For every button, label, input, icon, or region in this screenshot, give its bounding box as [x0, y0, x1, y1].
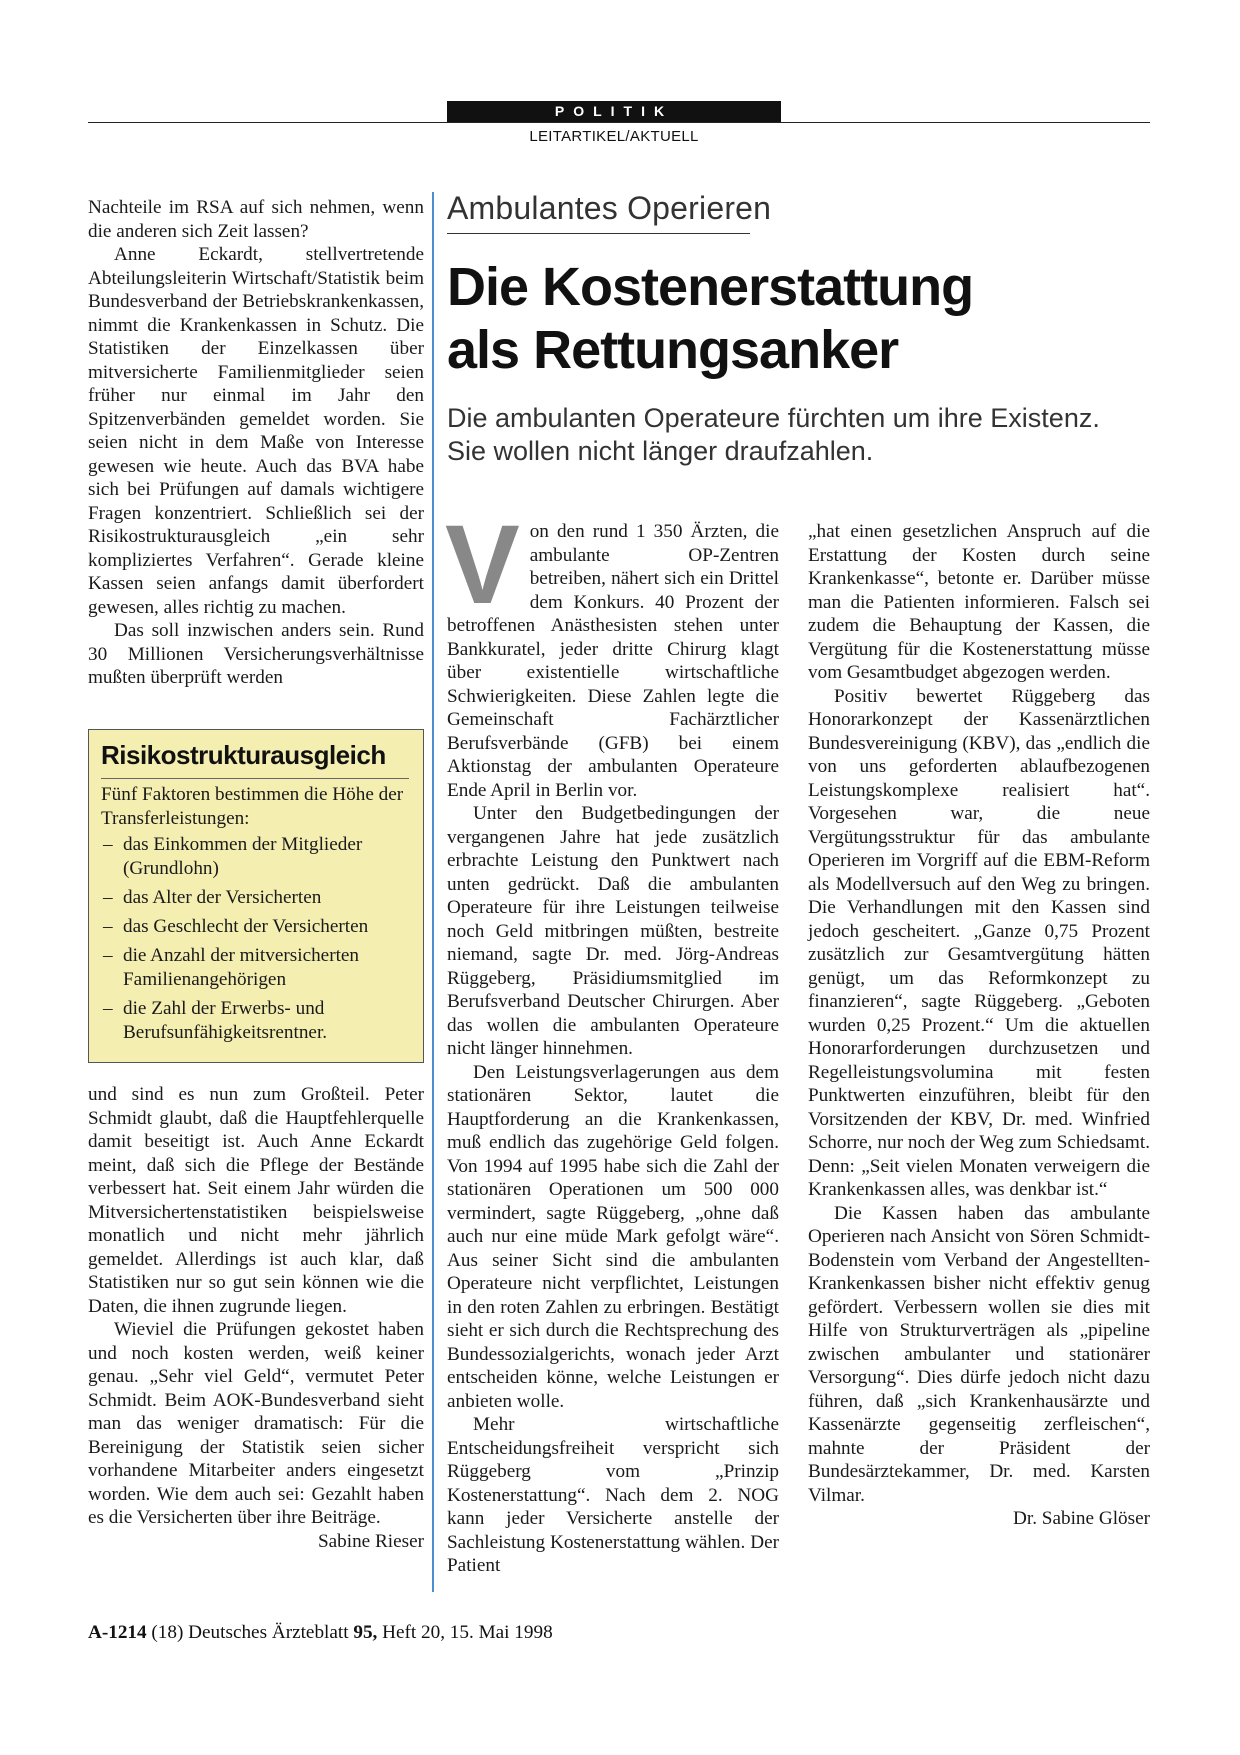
- footer-text: (18) Deutsches Ärzteblatt: [151, 1622, 349, 1643]
- column-divider: [432, 192, 434, 1592]
- section-label: POLITIK: [447, 101, 781, 122]
- lead-paragraph: [445, 502, 779, 802]
- paragraph: Den Leistungsverlagerungen aus dem stationären Sektor, lautet die Hauptforderung an die Krankenkassen, muß endlich das zugehörige Geld folgen. Von 1994 auf 1995 habe sich die Zahl der stationären Operationen um 500 000 vermindert, sagte Rüggeberg, „ohne daß auch nur eine müde Mark gefolgt wäre“. Aus seiner Sicht sind die ambulanten Operateure nicht verpflichtet, Leistungen in den roten Zahlen zu erbringen. Bestätigt sieht er sich durch die Rechtsprechung des Bundessozialgerichts, wonach jeder Arzt entscheiden könne, welche Leistungen er anbieten wolle.: [447, 1061, 779, 1412]
- article-column-1: [445, 502, 779, 1578]
- left-column-top: [88, 196, 424, 690]
- infobox: [88, 729, 424, 1063]
- infobox-rule: [101, 778, 409, 779]
- paragraph: und sind es nun zum Großteil. Peter Schmidt glaubt, daß die Hauptfehlerquelle damit beseitigt ist. Auch Anne Eckardt meint, daß sich die Pflege der Bestände verbessert hat. Seit einem Jahr würden die Mitversichertenstatistiken beispielsweise monatlich und nicht mehr jährlich gemeldet. Allerdings ist auch klar, daß Statistiken nur so gut sein können wie die Daten, die ihnen zugrunde liegen.: [88, 1084, 424, 1317]
- article-kicker: Ambulantes Operieren: [447, 190, 772, 226]
- paragraph: Nachteile im RSA auf sich nehmen, wenn die anderen sich Zeit lassen?: [88, 197, 424, 242]
- paragraph: Unter den Budgetbedingungen der vergangenen Jahre hat jede zusätzlich erbrachte Leistung den Punktwert nach unten gedrückt. Daß die ambulanten Operateure für ihre Leistungen teilweise noch Geld mitbringen müßten, bestreite niemand, sagte Dr. med. Jörg-Andreas Rüggeberg, Präsidiumsmitglied im Berufsverband Deutscher Chirurgen. Aber das wollen die ambulanten Operateure nicht länger hinnehmen.: [447, 803, 779, 1059]
- infobox-title: Risikostrukturausgleich: [101, 740, 386, 770]
- infobox-list-item: – die Zahl der Erwerbs- und Berufsunfähigkeitsrentner.: [101, 997, 409, 1045]
- author-byline: Sabine Rieser: [317, 1530, 424, 1552]
- author-byline: Dr. Sabine Glöser: [1013, 1508, 1150, 1529]
- deck-line: Die ambulanten Operateure fürchten um ihre Existenz.: [447, 403, 1100, 433]
- paragraph: „hat einen gesetzlichen Anspruch auf die Erstattung der Kosten durch seine Krankenkasse“, betonte er. Darüber müsse man die Patienten informieren. Falsch sei zudem die Behauptung der Kassen, die Vergütung für die Kostenerstattung müsse vom Gesamtbudget abgezogen werden.: [808, 521, 1150, 683]
- infobox-list: [101, 833, 409, 1045]
- left-column-bottom: [88, 1083, 424, 1553]
- headline-line: Die Kostenerstattung: [447, 257, 974, 317]
- page-code: A-1214: [88, 1622, 147, 1643]
- footer-issue: Heft 20, 15. Mai 1998: [382, 1622, 553, 1643]
- infobox-intro: Fünf Faktoren bestimmen die Höhe der Transferleistungen:: [101, 784, 404, 829]
- article-deck: [447, 402, 1147, 468]
- article-headline: [447, 256, 1147, 382]
- subsection-label: LEITARTIKEL/AKTUELL: [529, 128, 699, 145]
- drop-cap: V: [445, 502, 520, 627]
- paragraph: Positiv bewertet Rüggeberg das Honorarkonzept der Kassenärztlichen Bundesvereinigung (KBV), das „endlich die von uns geforderten ablaufbezogenen Leistungskomplexe realisiert hat“. Vorgesehen war, die neue Vergütungsstruktur für das ambulante Operieren im Vorgriff auf die EBM-Reform als Modellversuch auf den Weg zu bringen. Die Verhandlungen mit den Kassen sind jedoch gescheitert. „Ganze 0,75 Prozent zusätzlich zur Gesamtvergütung hätten genügt, um das Reformkonzept zu finanzieren“, sagte Rüggeberg. „Geboten wurden 0,25 Prozent.“ Um die aktuellen Honorarforderungen durchzusetzen und Regelleistungsvolumina mit festen Punktwerten einzuführen, bleibt für den Vorsitzenden der KBV, Dr. med. Winfried Schorre, nur noch der Weg zum Schiedsamt. Denn: „Seit vielen Monaten verweigern die Krankenkassen alles, was denkbar ist.“: [808, 685, 1150, 1200]
- paragraph: Mehr wirtschaftliche Entscheidungsfreiheit verspricht sich Rüggeberg vom „Prinzip Kostenerstattung“. Nach dem 2. NOG kann jeder Versicherte anstelle der Sachleistung Kostenerstattung wählen. Der Patient: [447, 1414, 779, 1576]
- infobox-list-item: – das Alter der Versicherten: [101, 886, 409, 910]
- kicker-rule: [447, 233, 750, 234]
- headline-line: als Rettungsanker: [447, 320, 899, 380]
- page-footer: [88, 1622, 553, 1644]
- paragraph: Wieviel die Prüfungen gekostet haben und noch kosten werden, weiß keiner genau. „Sehr viel Geld“, vermutet Peter Schmidt. Beim AOK-Bundesverband sieht man das weniger dramatisch: Für die Bereinigung der Statistik seien sicher vorhandene Mitarbeiter anders eingesetzt worden. Wie dem auch sei: Gezahlt haben es die Versicherten über ihre Beiträge.: [88, 1319, 424, 1528]
- infobox-list-item: – das Geschlecht der Versicherten: [101, 915, 409, 939]
- infobox-list-item: – die Anzahl der mitversicherten Familienangehörigen: [101, 944, 409, 992]
- paragraph: Die Kassen haben das ambulante Operieren nach Ansicht von Sören Schmidt-Bodenstein vom Verband der Angestellten-Krankenkassen bisher nicht effektiv genug gefördert. Verbessern wollen sie dies mit Hilfe von Strukturverträgen als „pipeline zwischen ambulanter und stationärer Versorgung“. Dies dürfe jedoch nicht dazu führen, daß „sich Krankenhausärzte und Kassenärzte gegenseitig zerfleischen“, mahnte der Präsident der Bundesärztekammer, Dr. med. Karsten Vilmar.: [808, 1202, 1150, 1506]
- footer-volume: 95,: [353, 1622, 378, 1643]
- paragraph: Das soll inzwischen anders sein. Rund 30 Millionen Versicherungsverhältnisse mußten überprüft werden: [88, 620, 424, 688]
- paragraph: Anne Eckardt, stellvertretende Abteilungsleiterin Wirtschaft/Statistik beim Bundesverband der Betriebskrankenkassen, nimmt die Krankenkassen in Schutz. Die Statistiken der Einzelkassen über mitversicherte Familienmitglieder seien früher nur einmal im Jahr den Spitzenverbänden gemeldet worden. Sie seien nicht in dem Maße von Interesse gewesen wie heute. Auch das BVA habe sich bei Prüfungen auf damals wichtigere Fragen konzentriert. Schließlich sei der Risikostrukturausgleich „ein sehr kompliziertes Verfahren“. Gerade kleine Kassen seien anfangs damit überfordert gewesen, alles richtig zu machen.: [88, 244, 424, 618]
- header-rule: [88, 122, 1150, 123]
- article-column-2: [808, 520, 1150, 1531]
- deck-line: Sie wollen nicht länger draufzahlen.: [447, 436, 874, 466]
- lead-text: on den rund 1 350 Ärzten, die ambulante OP-Zentren betreiben, nähert sich ein Drittel dem Konkurs. 40 Prozent der betroffenen Anästhesisten stehen unter Bankkuratel, jeder dritte Chirurg klagt über existentielle wirtschaftliche Schwierigkeiten. Diese Zahlen legte die Gemeinschaft Fachärztlicher Berufsverbände (GFB) bei einem Aktionstag der ambulanten Operateure Ende April in Berlin vor.: [447, 521, 779, 801]
- infobox-list-item: – das Einkommen der Mitglieder (Grundlohn): [101, 833, 409, 881]
